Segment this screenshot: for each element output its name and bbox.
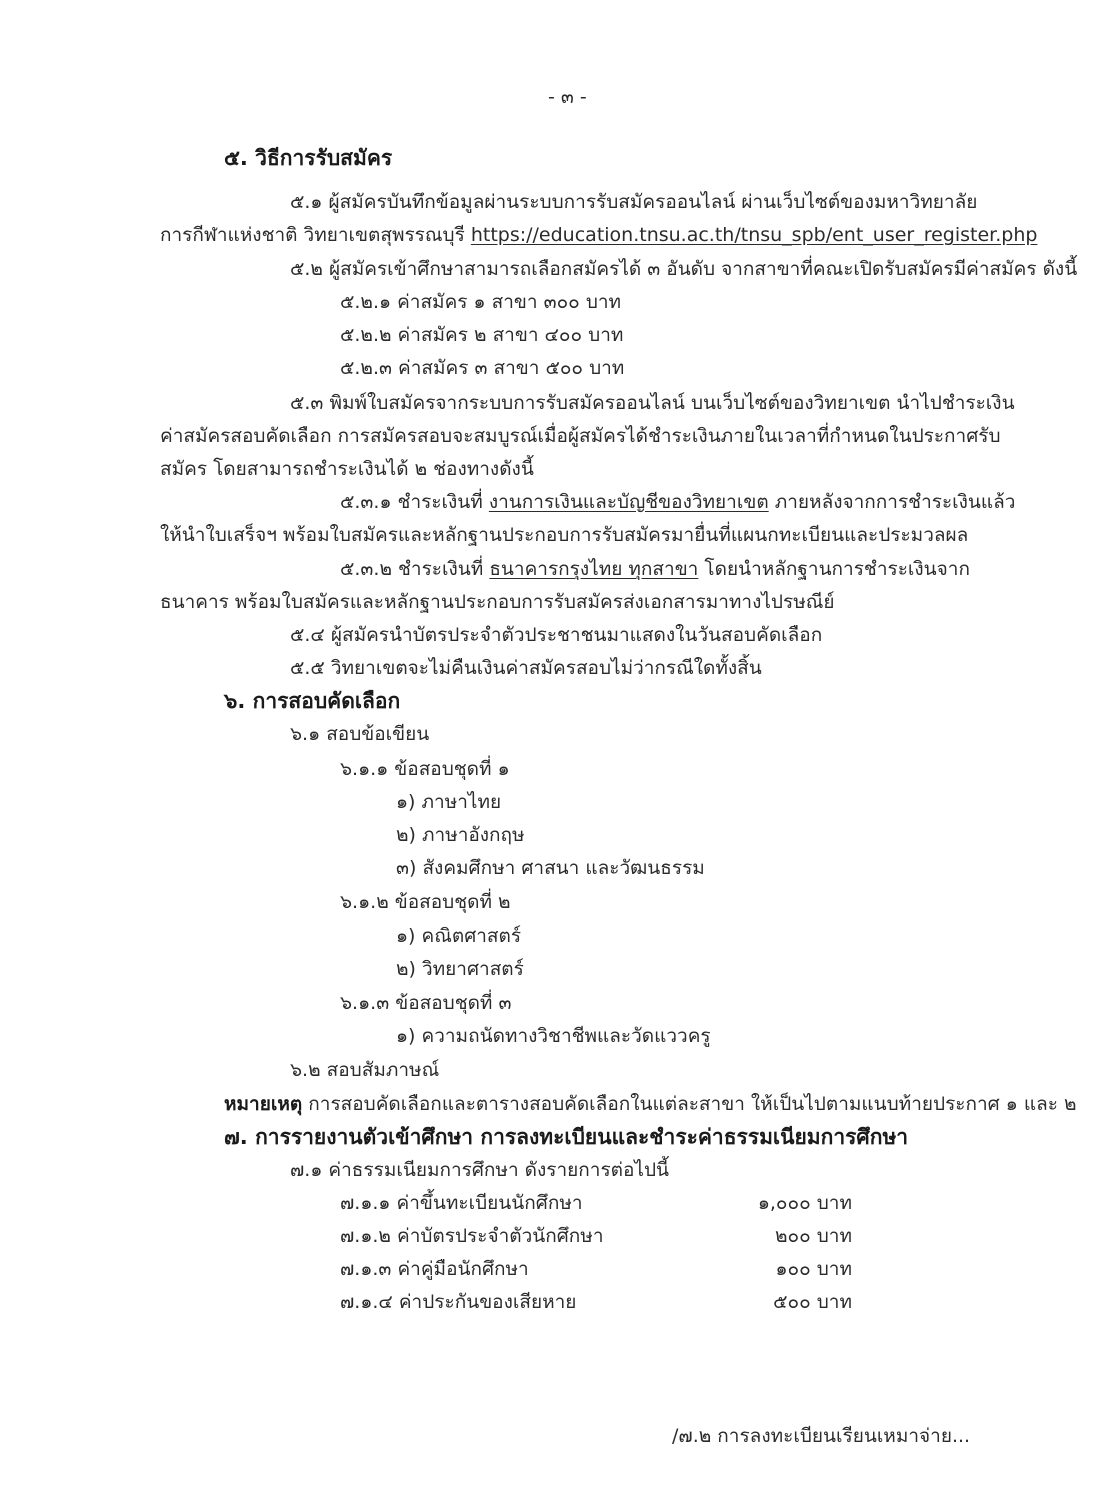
note bbox=[224, 1091, 1077, 1117]
section-5-heading: ๕. วิธีการรับสมัคร bbox=[224, 146, 393, 170]
fee-amount: ๑,๐๐๐ บาท bbox=[757, 1192, 852, 1214]
item-5-3-1-cont: ให้นำใบเสร็จฯ พร้อมใบสมัครและหลักฐานประกอบการรับสมัครมายื่นที่แผนกทะเบียนและประมวลผล bbox=[160, 524, 969, 546]
item-5-2: ๕.๒ ผู้สมัครเข้าศึกษาสามารถเลือกสมัครได้ ๓ อันดับ จากสาขาที่คณะเปิดรับสมัครมีค่าสมัคร ดังนี้ bbox=[290, 258, 1078, 280]
note-label: หมายเหตุ bbox=[224, 1093, 303, 1115]
note-text: การสอบคัดเลือกและตารางสอบคัดเลือกในแต่ละสาขา ให้เป็นไปตามแนบท้ายประกาศ ๑ และ ๒ bbox=[308, 1093, 1077, 1115]
item-5-3-2 bbox=[340, 556, 970, 582]
item-6-1-2: ๖.๑.๒ ข้อสอบชุดที่ ๒ bbox=[340, 891, 511, 913]
item-5-3-1 bbox=[340, 489, 1015, 515]
campus-text: การกีฬาแห่งชาติ วิทยาเขตสุพรรณบุรี bbox=[160, 224, 465, 246]
fee-label: ๗.๑.๓ ค่าคู่มือนักศึกษา bbox=[340, 1258, 529, 1280]
subject-math: ๑) คณิตศาสตร์ bbox=[396, 925, 522, 947]
item-5-3-cont2: สมัคร โดยสามารถชำระเงินได้ ๒ ช่องทางดังนี้ bbox=[160, 458, 534, 480]
item-6-1-1: ๖.๑.๑ ข้อสอบชุดที่ ๑ bbox=[340, 758, 510, 780]
subject-science: ๒) วิทยาศาสตร์ bbox=[396, 958, 524, 980]
bank-name: ธนาคารกรุงไทย ทุกสาขา bbox=[489, 558, 699, 580]
pay-at-label: ๕.๓.๒ ชำระเงินที่ bbox=[340, 558, 484, 580]
fee-label: ๗.๑.๒ ค่าบัตรประจำตัวนักศึกษา bbox=[340, 1225, 604, 1247]
fee-label: ๗.๑.๑ ค่าขึ้นทะเบียนนักศึกษา bbox=[340, 1192, 583, 1214]
item-5-4: ๕.๔ ผู้สมัครนำบัตรประจำตัวประชาชนมาแสดงในวันสอบคัดเลือก bbox=[290, 624, 823, 646]
finance-office: งานการเงินและบัญชีของวิทยาเขต bbox=[488, 491, 769, 513]
after-payment-text: ภายหลังจากการชำระเงินแล้ว bbox=[774, 491, 1016, 513]
fee-amount: ๕๐๐ บาท bbox=[773, 1291, 852, 1313]
subject-thai: ๑) ภาษาไทย bbox=[396, 791, 502, 813]
bank-proof-text: โดยนำหลักฐานการชำระเงินจาก bbox=[704, 558, 970, 580]
item-5-3-2-cont: ธนาคาร พร้อมใบสมัครและหลักฐานประกอบการรับสมัครส่งเอกสารมาทางไปรษณีย์ bbox=[160, 591, 835, 613]
page-number: - ๓ - bbox=[548, 86, 587, 108]
fee-amount: ๑๐๐ บาท bbox=[775, 1258, 852, 1280]
item-5-5: ๕.๕ วิทยาเขตจะไม่คืนเงินค่าสมัครสอบไม่ว่ากรณีใดทั้งสิ้น bbox=[290, 657, 762, 679]
item-5-1-cont bbox=[160, 222, 1037, 248]
item-5-2-1: ๕.๒.๑ ค่าสมัคร ๑ สาขา ๓๐๐ บาท bbox=[340, 291, 622, 313]
item-5-2-3: ๕.๒.๓ ค่าสมัคร ๓ สาขา ๕๐๐ บาท bbox=[340, 357, 625, 379]
subject-english: ๒) ภาษาอังกฤษ bbox=[396, 824, 525, 846]
section-7-heading: ๗. การรายงานตัวเข้าศึกษา การลงทะเบียนและชำระค่าธรรมเนียมการศึกษา bbox=[224, 1125, 909, 1149]
subject-aptitude: ๑) ความถนัดทางวิชาชีพและวัดแววครู bbox=[396, 1025, 711, 1047]
item-5-3: ๕.๓ พิมพ์ใบสมัครจากระบบการรับสมัครออนไลน์ บนเว็บไซต์ของวิทยาเขต นำไปชำระเงิน bbox=[290, 392, 1015, 414]
fee-label: ๗.๑.๔ ค่าประกันของเสียหาย bbox=[340, 1291, 577, 1313]
item-7-1: ๗.๑ ค่าธรรมเนียมการศึกษา ดังรายการต่อไปนี้ bbox=[290, 1159, 670, 1181]
item-5-3-cont1: ค่าสมัครสอบคัดเลือก การสมัครสอบจะสมบูรณ์เมื่อผู้สมัครได้ชำระเงินภายในเวลาที่กำหนดในประกาศรับ bbox=[160, 425, 1001, 447]
pay-at-label: ๕.๓.๑ ชำระเงินที่ bbox=[340, 491, 483, 513]
fee-amount: ๒๐๐ บาท bbox=[774, 1225, 852, 1247]
item-6-2: ๖.๒ สอบสัมภาษณ์ bbox=[290, 1059, 440, 1081]
register-link[interactable]: https://education.tnsu.ac.th/tnsu_spb/ent_user_register.php bbox=[470, 224, 1038, 246]
item-6-1: ๖.๑ สอบข้อเขียน bbox=[290, 723, 430, 745]
item-5-1: ๕.๑ ผู้สมัครบันทึกข้อมูลผ่านระบบการรับสมัครออนไลน์ ผ่านเว็บไซต์ของมหาวิทยาลัย bbox=[290, 191, 978, 213]
continuation-note: /๗.๒ การลงทะเบียนเรียนเหมาจ่าย... bbox=[672, 1425, 971, 1447]
item-5-2-2: ๕.๒.๒ ค่าสมัคร ๒ สาขา ๔๐๐ บาท bbox=[340, 324, 624, 346]
subject-social: ๓) สังคมศึกษา ศาสนา และวัฒนธรรม bbox=[396, 857, 705, 879]
section-6-heading: ๖. การสอบคัดเลือก bbox=[224, 689, 401, 713]
item-6-1-3: ๖.๑.๓ ข้อสอบชุดที่ ๓ bbox=[340, 992, 512, 1014]
